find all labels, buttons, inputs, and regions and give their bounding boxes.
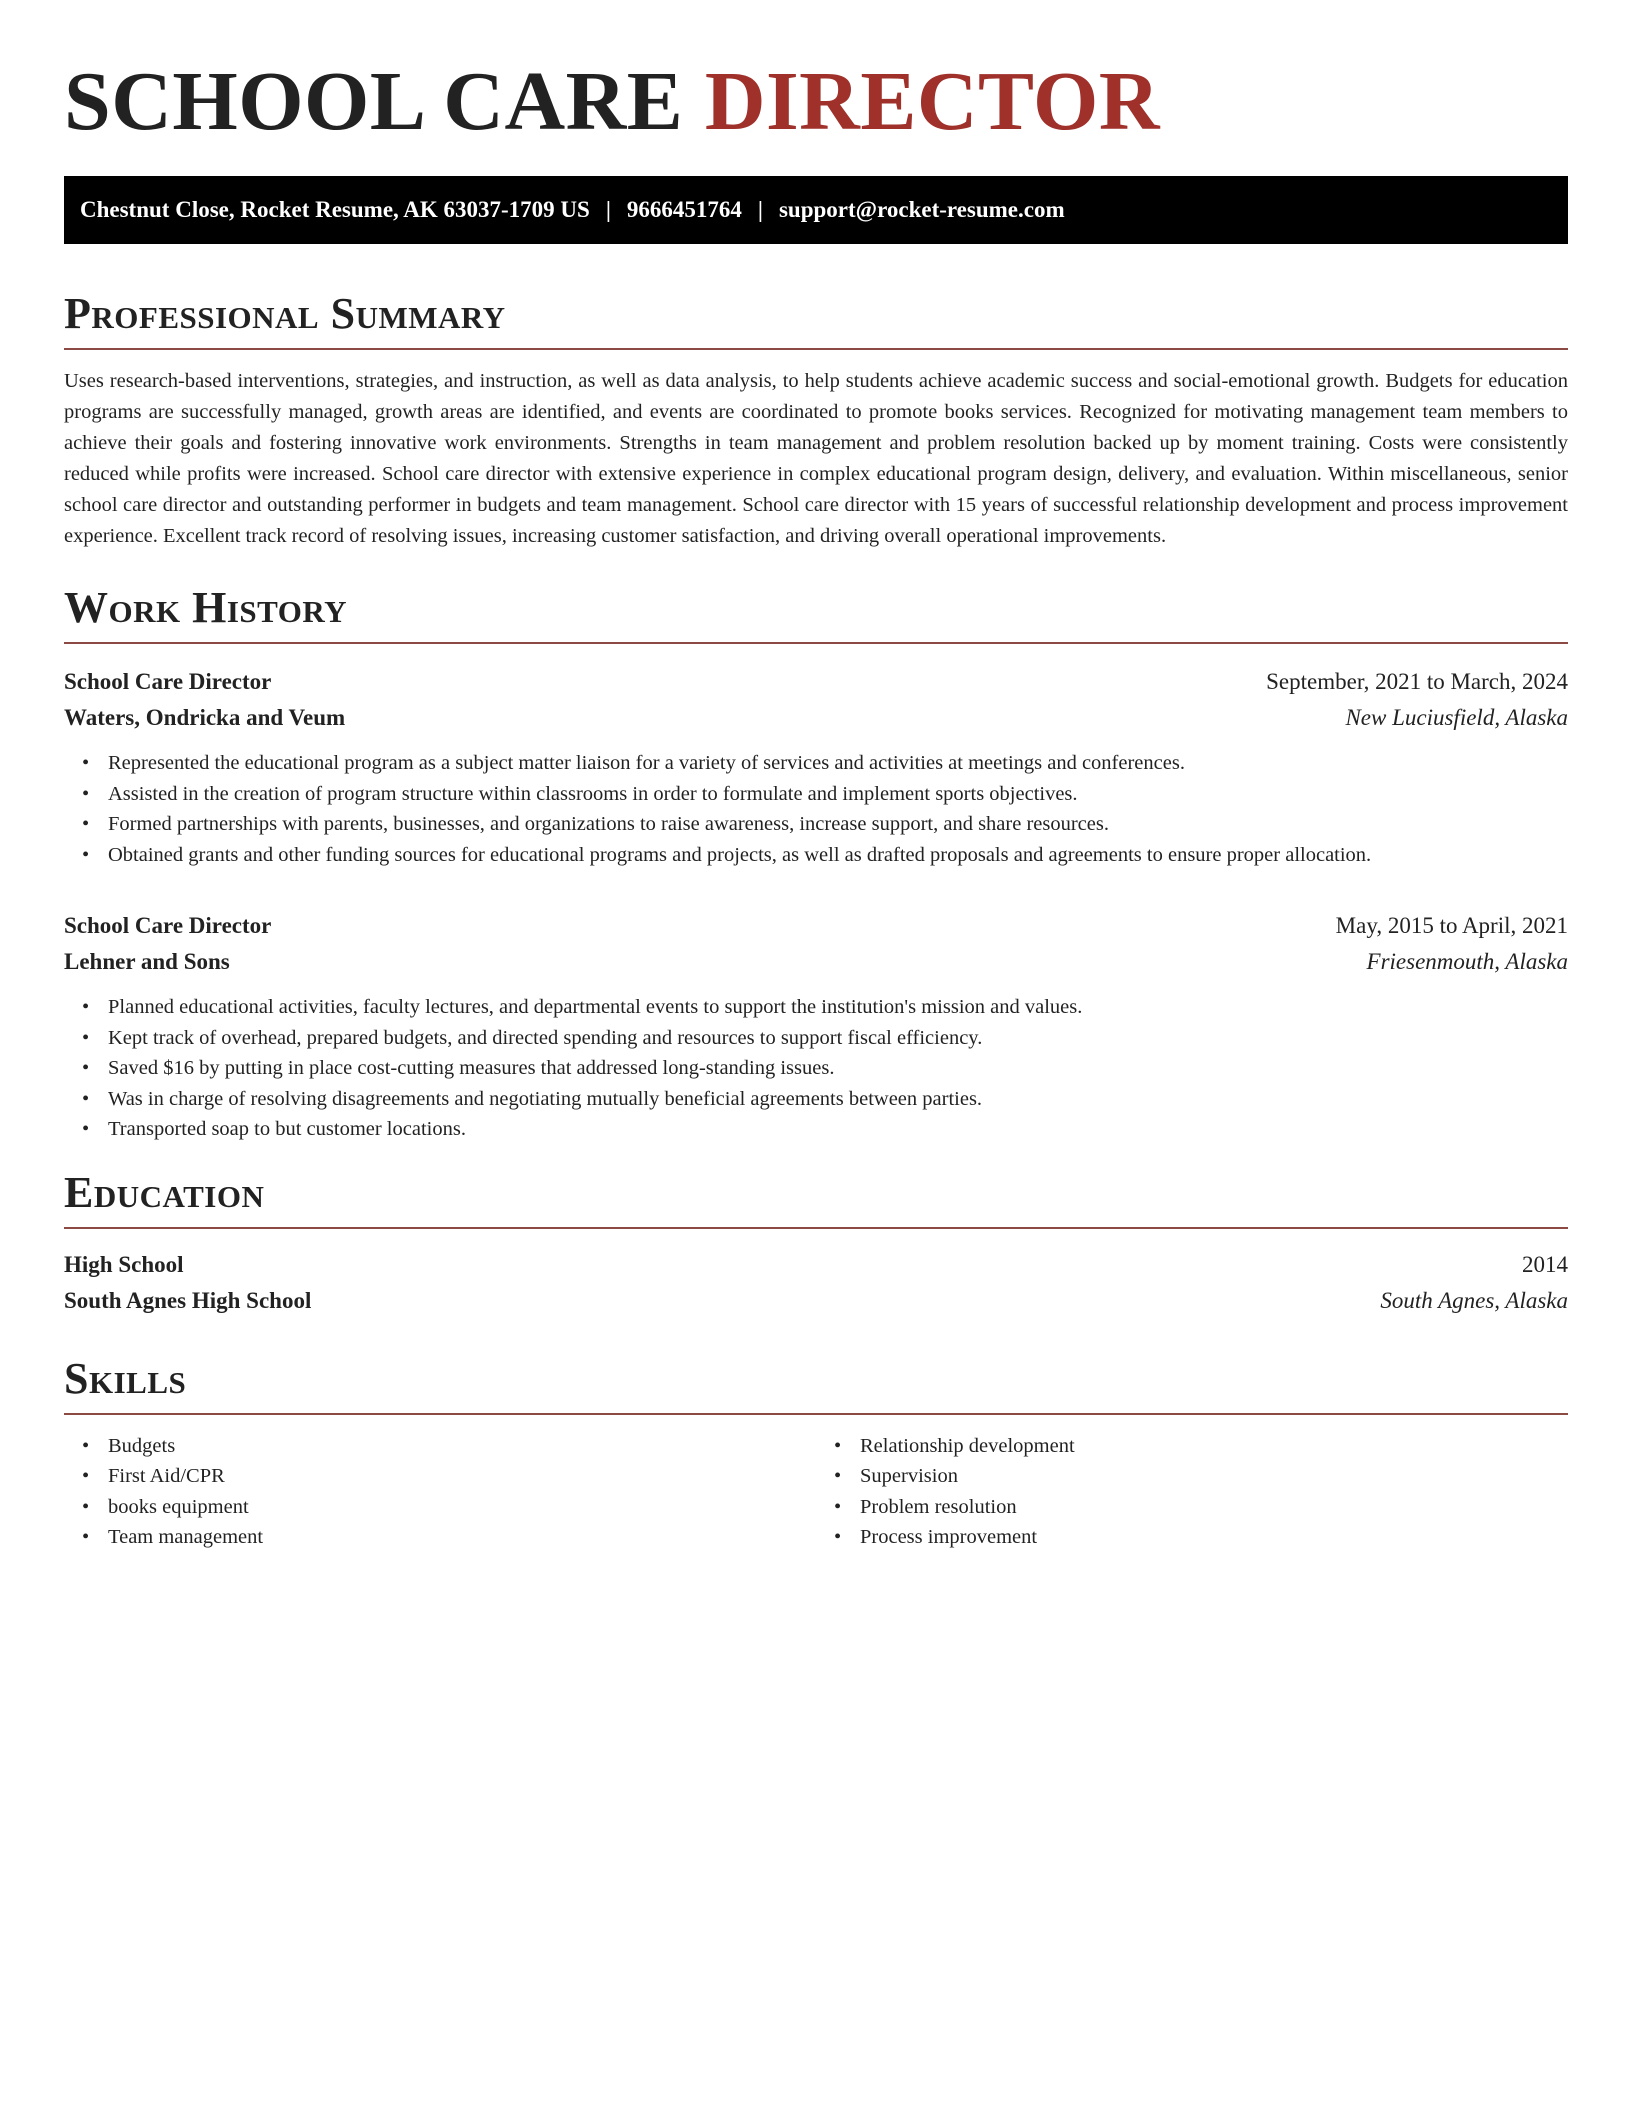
job-dates: September, 2021 to March, 2024 (1266, 669, 1568, 694)
contact-phone: 9666451764 (626, 197, 742, 222)
education-location: South Agnes, Alaska (1380, 1287, 1568, 1313)
section-title-education: Education (64, 1167, 1568, 1229)
education-year: 2014 (1522, 1251, 1568, 1277)
job-bullet: • Saved $16 by putting in place cost-cutting measures that addressed long-standing issues. (108, 1053, 1568, 1084)
education-entry (64, 1247, 1568, 1319)
job-location: Friesenmouth, Alaska (1366, 949, 1568, 974)
contact-address: Chestnut Close, Rocket Resume, AK 63037-1709 US (80, 197, 590, 222)
job-company: Lehner and Sons (64, 949, 230, 974)
skill-item: • books equipment (108, 1492, 816, 1523)
job-bullet: • Was in charge of resolving disagreements and negotiating mutually beneficial agreements between parties. (108, 1084, 1568, 1115)
education-degree: High School (64, 1251, 184, 1277)
skill-item: • Relationship development (860, 1431, 1568, 1462)
contact-separator: | (757, 197, 763, 222)
job-bullet: • Obtained grants and other funding sources for educational programs and projects, as well as drafted proposals and agreements to ensure proper allocation. (108, 840, 1568, 871)
job-bullet: • Formed partnerships with parents, businesses, and organizations to raise awareness, increase support, and share resources. (108, 809, 1568, 840)
skills-column-right (816, 1431, 1568, 1553)
job-location: New Luciusfield, Alaska (1345, 705, 1568, 730)
job-bullet-list (64, 748, 1568, 870)
skill-item: • Team management (108, 1522, 816, 1553)
job-bullet: • Represented the educational program as a subject matter liaison for a variety of services and activities at meetings and conferences. (108, 748, 1568, 779)
contact-bar (64, 176, 1568, 244)
skill-item: • Supervision (860, 1461, 1568, 1492)
job-bullet: • Assisted in the creation of program structure within classrooms in order to formulate and implement sports objectives. (108, 779, 1568, 810)
skills-grid (64, 1431, 1568, 1553)
name-first: SCHOOL CARE (64, 55, 705, 148)
job-bullet: • Planned educational activities, faculty lectures, and departmental events to support the institution's mission and values. (108, 992, 1568, 1023)
section-title-summary: Professional Summary (64, 288, 1568, 350)
skills-column-left (64, 1431, 816, 1553)
section-title-work-history: Work History (64, 582, 1568, 644)
job-company: Waters, Ondricka and Veum (64, 705, 346, 730)
job-bullet: • Transported soap to but customer locations. (108, 1114, 1568, 1145)
skill-item: • Budgets (108, 1431, 816, 1462)
section-title-skills: Skills (64, 1353, 1568, 1415)
summary-text: Uses research-based interventions, strategies, and instruction, as well as data analysis, to help students achieve academic success and social-emotional growth. Budgets for education programs are successfully managed, growth areas are identified, and events are coordinated to promote books services. Recognized for motivating management team members to achieve their goals and fostering innovative work environments. Strengths in team management and problem resolution backed up by moment training. Costs were consistently reduced while profits were increased. School care director with extensive experience in complex educational program design, delivery, and evaluation. Within miscellaneous, senior school care director and outstanding performer in budgets and team management. School care director with 15 years of successful relationship development and process improvement experience. Excellent track record of resolving issues, increasing customer satisfaction, and driving overall operational improvements. (64, 370, 1568, 547)
job-dates: May, 2015 to April, 2021 (1335, 913, 1568, 938)
job-entry (64, 664, 1568, 870)
contact-separator: | (605, 197, 611, 222)
education-school: South Agnes High School (64, 1287, 312, 1313)
job-bullet-list (64, 992, 1568, 1145)
job-bullet: • Kept track of overhead, prepared budgets, and directed spending and resources to support fiscal efficiency. (108, 1023, 1568, 1054)
skill-item: • First Aid/CPR (108, 1461, 816, 1492)
skill-item: • Process improvement (860, 1522, 1568, 1553)
job-role: School Care Director (64, 913, 272, 938)
job-role: School Care Director (64, 669, 272, 694)
skill-item: • Problem resolution (860, 1492, 1568, 1523)
contact-email: support@rocket-resume.com (778, 197, 1065, 222)
job-entry (64, 908, 1568, 1145)
resume-name (64, 52, 1568, 152)
name-last: DIRECTOR (704, 55, 1161, 148)
